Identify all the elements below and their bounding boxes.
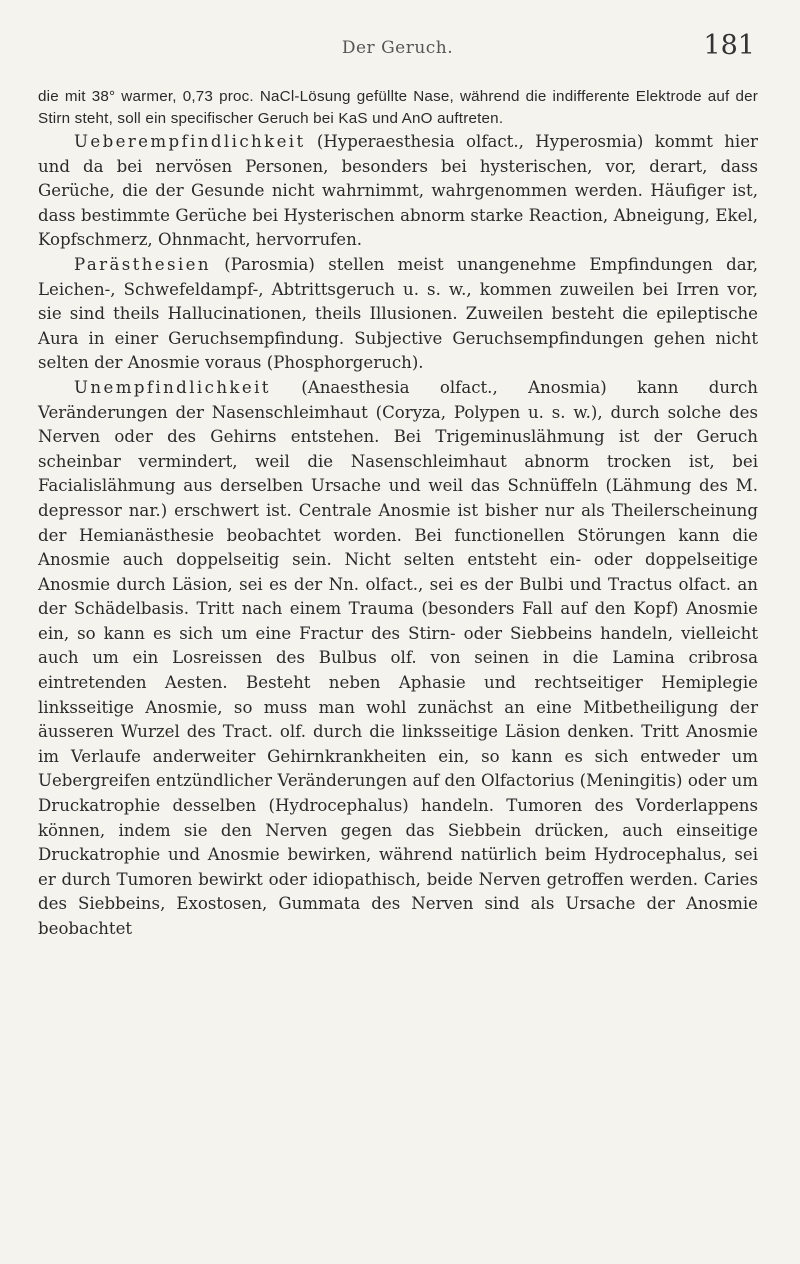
page-number: 181 [703, 30, 755, 61]
paragraph-text: (Parosmia) stellen meist unangenehme Empfindungen dar, Leichen-, Schwefeldampf-, Abtrittsgeruch u. s. w., kommen zuweilen bei Irren vor, sie sind theils Hallucinationen, theils Illusionen. Zuweilen besteht die epileptische Aura in einer Geruchsempfindung. Subjective Geruchsempfindungen gehen nicht selten der Anosmie voraus (Phosphorgeruch). [38, 254, 758, 373]
body-text [38, 86, 758, 942]
intro-paragraph: die mit 38° warmer, 0,73 proc. NaCl-Lösung gefüllte Nase, während die indifferente Elektrode auf der Stirn steht, soll ein specifischer Geruch bei KaS und AnO auftreten. [38, 88, 758, 127]
paragraph-hyperaesthesia [38, 130, 758, 253]
term-paraesthesien: Parästhesien [74, 254, 211, 274]
paragraph-text: (Hyperaesthesia olfact., Hyperosmia) kommt hier und da bei nervösen Personen, besonders bei hysterischen, vor, derart, dass Gerüche, die der Gesunde nicht wahrnimmt, wahrgenommen werden. Häufiger ist, dass bestimmte Gerüche bei Hysterischen abnorm starke Reaction, Abneigung, Ekel, Kopfschmerz, Ohnmacht, hervorrufen. [38, 132, 758, 250]
running-head: Der Geruch. [341, 38, 454, 58]
term-unempfindlichkeit: Unempfindlichkeit [74, 377, 271, 397]
page-header [40, 30, 755, 70]
paragraph-text: (Anaesthesia olfact., Anosmia) kann durch Veränderungen der Nasenschleimhaut (Coryza, Polypen u. s. w.), durch solche des Nerven oder des Gehirns entstehen. Bei Trigeminuslähmung ist der Geruch scheinbar vermindert, weil die Nasenschleimhaut abnorm trocken ist, bei Facialislähmung aus derselben Ursache und weil das Schnüffeln (Lähmung des M. depressor nar.) erschwert ist. Centrale Anosmie ist bisher nur als Theilerscheinung der Hemianästhesie beobachtet worden. Bei functionellen Störungen kann die Anosmie auch doppelseitig sein. Nicht selten entsteht ein- oder doppelseitige Anosmie durch Läsion, sei es der Nn. olfact., sei es der Bulbi und Tractus olfact. an der Schädelbasis. Tritt nach einem Trauma (besonders Fall auf den Kopf) Anosmie ein, so kann es sich um eine Fractur des Stirn- oder Siebbeins handeln, vielleicht auch um ein Losreissen des Bulbus olf. von seinen in die Lamina cribrosa eintretenden Aesten. Besteht neben Aphasie und rechtseitiger Hemiplegie linksseitige Anosmie, so muss man wohl zunächst an eine Mitbetheiligung der äusseren Wurzel des Tract. olf. durch die linksseitige Läsion denken. Tritt Anosmie im Verlaufe anderweiter Gehirnkrankheiten ein, so kann es sich entweder um Uebergreifen entzündlicher Veränderungen auf den Olfactorius (Meningitis) oder um Druckatrophie desselben (Hydrocephalus) handeln. Tumoren des Vorderlappens können, indem sie den Nerven gegen das Siebbein drücken, auch einseitige Druckatrophie und Anosmie bewirken, während natürlich beim Hydrocephalus, sei er durch Tumoren bewirkt oder idiopathisch, beide Nerven getroffen werden. Caries des Siebbeins, Exostosen, Gummata des Nerven sind als Ursache der Anosmie beobachtet [38, 377, 758, 938]
term-ueberempfindlichkeit: Ueberempfindlichkeit [74, 132, 306, 151]
paragraph-anosmia [38, 376, 758, 942]
paragraph-paraesthesien [38, 253, 758, 376]
